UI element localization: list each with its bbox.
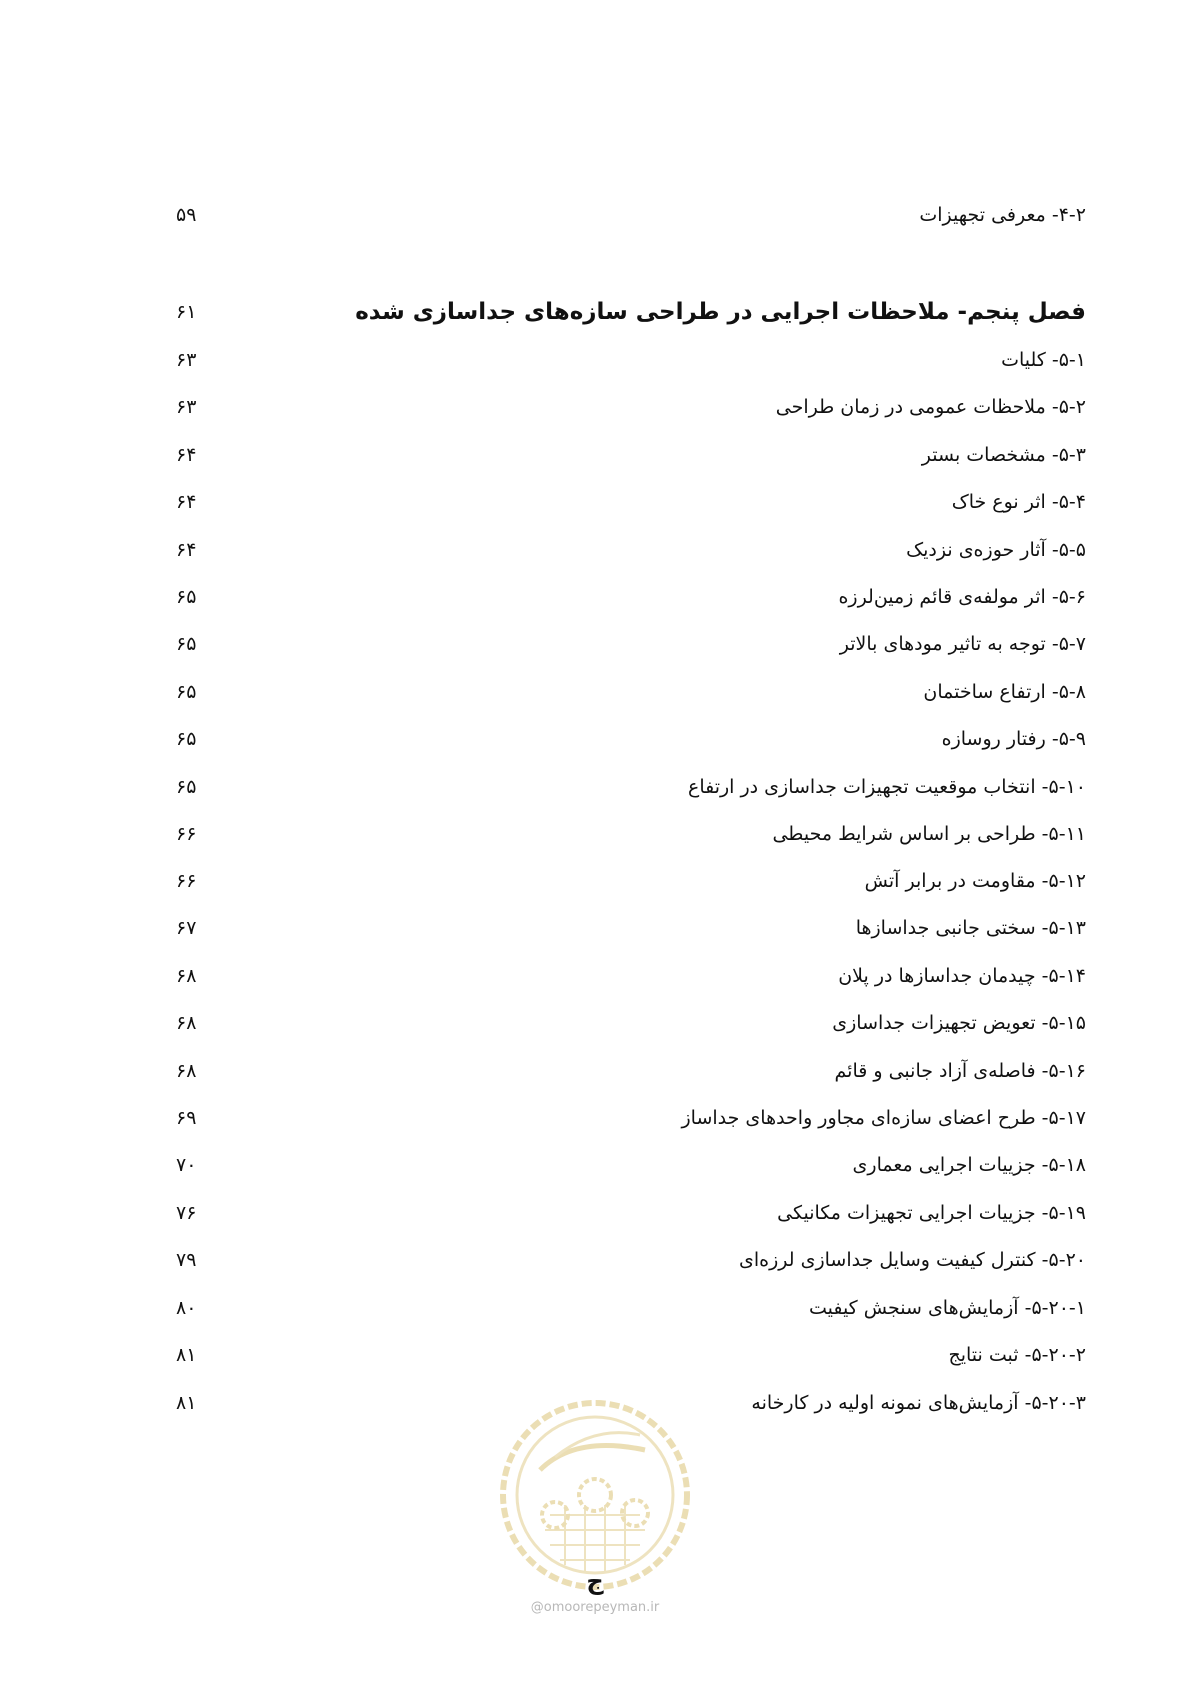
section-title: ۵-۵- آثار حوزه‌ی نزدیک [906, 539, 1086, 561]
toc-row [0, 530, 1191, 570]
page-number: ۶۴ [176, 491, 197, 513]
toc-row [0, 719, 1191, 759]
page-number: ۸۱ [176, 1392, 197, 1414]
page-number: ۶۴ [176, 539, 197, 561]
page-number: ۶۵ [176, 633, 197, 655]
page-number: ۶۸ [176, 1060, 197, 1082]
page-number: ۶۵ [176, 586, 197, 608]
toc-row [0, 1145, 1191, 1185]
page-number: ۶۵ [176, 681, 197, 703]
section-title: ۵-۱۳- سختی جانبی جداسازها [855, 917, 1086, 939]
section-title: ۵-۲۰-۲- ثبت نتایج [948, 1344, 1086, 1366]
toc-row [0, 340, 1191, 380]
toc-row [0, 387, 1191, 427]
page-number: ۷۶ [176, 1202, 197, 1224]
section-title: ۵-۱۴- چیدمان جداسازها در پلان [838, 965, 1086, 987]
toc-row [0, 814, 1191, 854]
section-title: ۵-۸- ارتفاع ساختمان [923, 681, 1086, 703]
page-letter: ج [586, 1567, 604, 1595]
section-title: ۵-۱۵- تعویض تجهیزات جداسازی [832, 1012, 1086, 1034]
section-title: ۵-۷- توجه به تاثیر مودهای بالاتر [839, 633, 1086, 655]
section-title: ۵-۱۹- جزییات اجرایی تجهیزات مکانیکی [777, 1202, 1086, 1224]
toc-chapter-row [0, 292, 1191, 332]
toc-row [0, 1098, 1191, 1138]
section-title: ۵-۱۲- مقاومت در برابر آتش [864, 870, 1086, 892]
section-title: ۵-۹- رفتار روسازه [941, 728, 1086, 750]
section-title: ۵-۲- ملاحظات عمومی در زمان طراحی [775, 396, 1086, 418]
toc-row [0, 956, 1191, 996]
toc-row [0, 672, 1191, 712]
page-number: ۷۹ [176, 1249, 197, 1271]
page-number: ۶۶ [176, 823, 197, 845]
chapter-title: فصل پنجم- ملاحظات اجرایی در طراحی سازه‌های جداسازی شده [355, 299, 1086, 325]
toc-row [0, 195, 1191, 235]
page-number: ۶۶ [176, 870, 197, 892]
watermark-url: @omoorepeyman.ir [530, 1600, 660, 1615]
section-title: ۵-۱۰- انتخاب موقعیت تجهیزات جداسازی در ارتفاع [687, 776, 1086, 798]
toc-row [0, 624, 1191, 664]
section-title: ۴-۲- معرفی تجهیزات [919, 204, 1086, 226]
toc-row [0, 577, 1191, 617]
toc-row [0, 767, 1191, 807]
toc-row [0, 1003, 1191, 1043]
page-number: ۸۰ [176, 1297, 197, 1319]
section-title: ۵-۳- مشخصات بستر [921, 444, 1086, 466]
page-number: ۶۳ [176, 396, 197, 418]
page-number: ۶۹ [176, 1107, 197, 1129]
page-number: ۶۳ [176, 349, 197, 371]
page-number: ۶۴ [176, 444, 197, 466]
toc-row [0, 435, 1191, 475]
page-number: ۶۱ [176, 301, 197, 323]
section-title: ۵-۱۸- جزییات اجرایی معماری [852, 1154, 1086, 1176]
toc-row [0, 1240, 1191, 1280]
page-number: ۸۱ [176, 1344, 197, 1366]
section-title: ۵-۶- اثر مولفه‌ی قائم زمین‌لرزه [838, 586, 1086, 608]
toc-row [0, 482, 1191, 522]
page-number: ۶۸ [176, 965, 197, 987]
page-number: ۶۵ [176, 776, 197, 798]
section-title: ۵-۲۰-۳- آزمایش‌های نمونه اولیه در کارخانه [751, 1392, 1086, 1414]
section-title: ۵-۱۱- طراحی بر اساس شرایط محیطی [772, 823, 1086, 845]
section-title: ۵-۱- کلیات [1001, 349, 1086, 371]
toc-row [0, 861, 1191, 901]
toc-row [0, 1335, 1191, 1375]
toc-row [0, 1193, 1191, 1233]
page-number: ۷۰ [176, 1154, 197, 1176]
page-number: ۶۵ [176, 728, 197, 750]
toc-row [0, 908, 1191, 948]
watermark-seal-logo [495, 1395, 695, 1595]
page-number: ۶۷ [176, 917, 197, 939]
page-number: ۶۸ [176, 1012, 197, 1034]
section-title: ۵-۲۰- کنترل کیفیت وسایل جداسازی لرزه‌ای [739, 1249, 1086, 1271]
section-title: ۵-۴- اثر نوع خاک [951, 491, 1086, 513]
section-title: ۵-۱۷- طرح اعضای سازه‌ای مجاور واحدهای جداساز [681, 1107, 1086, 1129]
page-number: ۵۹ [176, 204, 197, 226]
toc-row [0, 1051, 1191, 1091]
section-title: ۵-۱۶- فاصله‌ی آزاد جانبی و قائم [834, 1060, 1086, 1082]
section-title: ۵-۲۰-۱- آزمایش‌های سنجش کیفیت [808, 1297, 1086, 1319]
toc-row [0, 1288, 1191, 1328]
